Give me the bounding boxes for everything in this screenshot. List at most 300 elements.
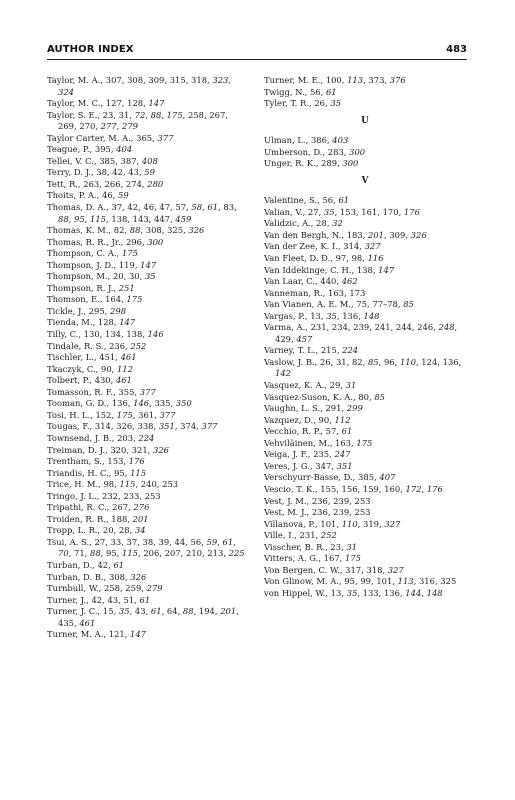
page-reference: 355	[118, 386, 135, 397]
author-name: Tindale, R. S.,	[47, 340, 107, 351]
page-reference: 95	[74, 213, 85, 224]
page-reference: 215	[320, 345, 337, 356]
author-name: Tolbert, P.,	[47, 375, 92, 386]
page-reference: 300	[342, 158, 359, 169]
page-reference: 113	[347, 75, 364, 85]
author-name: Vasquez, K. A.,	[264, 380, 327, 391]
page-reference: 201	[368, 229, 385, 240]
index-entry: Tienda, M., 128, 147	[47, 317, 136, 328]
page-reference: 128	[97, 317, 114, 328]
author-name: Ulman, L.,	[264, 135, 309, 146]
page-reference: 307	[105, 75, 122, 85]
page-reference: 35	[346, 587, 358, 598]
page-reference: 23	[330, 541, 342, 552]
page-reference: 98	[351, 253, 363, 264]
page-reference: 156	[341, 483, 358, 494]
page-reference: 377	[139, 386, 156, 397]
index-entry: Vaughn, L. S., 291, 299	[264, 403, 363, 414]
index-entry: Valentine, S., 56, 61	[264, 195, 350, 206]
page-reference: 115	[130, 467, 147, 478]
page-reference: 318	[366, 564, 383, 575]
index-entry: Tickle, J., 295, 298	[47, 305, 127, 316]
page-reference: 146	[147, 329, 164, 340]
running-header	[47, 44, 467, 58]
index-entry: Tellei, V. C., 385, 387, 408	[47, 155, 158, 166]
page-reference: 153	[339, 206, 356, 217]
page-number: 483	[446, 44, 467, 55]
page-reference: 176	[128, 456, 145, 467]
page-reference: 253	[354, 495, 371, 506]
index-entry: Tooman, G. D., 136, 146, 335, 350	[47, 398, 192, 409]
index-entry: Tkaczyk, C., 90, 112	[47, 363, 133, 374]
index-entry: Triandis, H. C., 95, 115	[47, 467, 147, 478]
page-reference: 326	[130, 571, 147, 582]
index-entry: Turban, D. B., 308, 326	[47, 571, 147, 582]
index-entry: Ulman, L., 386, 403	[264, 135, 349, 146]
index-column-left	[47, 75, 249, 641]
page-reference: 316	[418, 576, 435, 587]
page-reference: 327	[384, 518, 401, 529]
author-name: Tripathi, R. C.,	[47, 502, 110, 513]
page-reference: 309	[389, 229, 406, 240]
author-name: Turban, D. B.,	[47, 571, 107, 582]
page-reference: 47	[159, 202, 171, 213]
page-reference: 267	[209, 109, 226, 120]
page-reference: 314	[343, 241, 360, 252]
index-entry: Tindale, R. S., 236, 252	[47, 340, 147, 351]
page-reference: 251	[118, 282, 135, 293]
index-entry: Vehviläinen, M., 163, 175	[264, 437, 373, 448]
page-reference: 144	[405, 587, 422, 598]
index-entry: Vaslow, J. B., 26, 31, 82, 85, 96, 110, 124, 136, 142	[264, 356, 462, 379]
page-reference: 350	[175, 398, 192, 409]
page-reference: 231	[299, 530, 316, 541]
page-reference: 213	[207, 548, 224, 559]
index-entry: Turnbull, W., 258, 259, 279	[47, 583, 163, 594]
author-name: Tropp, L. R.,	[47, 525, 101, 536]
author-name: Thomas, D. A.,	[47, 202, 109, 213]
page-reference: 318	[191, 75, 208, 85]
page-reference: 56	[190, 536, 202, 547]
author-name: Varma, A.,	[264, 322, 308, 333]
page-reference: 319	[363, 518, 380, 529]
author-name: Vescio, T. K.,	[264, 483, 318, 494]
page-reference: 20	[112, 271, 124, 282]
page-reference: 279	[121, 121, 138, 132]
page-reference: 95	[106, 548, 117, 559]
page-reference: 224	[342, 345, 359, 356]
index-entry: Vazquez, D., 90, 112	[264, 414, 351, 425]
page-reference: 309	[148, 75, 165, 85]
page-reference: 61	[139, 594, 151, 605]
page-reference: 347	[315, 460, 332, 471]
author-name: Van Vianen, A. E. M.,	[264, 299, 354, 310]
page-reference: 321	[131, 444, 148, 455]
page-reference: 252	[320, 530, 337, 541]
page-reference: 136	[442, 356, 459, 367]
page-reference: 97	[335, 253, 347, 264]
page-reference: 85	[367, 356, 379, 367]
index-entry: Visscher, B. R., 23, 31	[264, 541, 358, 552]
author-name: Thompson, M.,	[47, 271, 111, 282]
index-entry: Thomas, D. A., 37, 42, 46, 47, 57, 58, 61, 83, 88, 95, 115, 138, 143, 447, 459	[47, 202, 237, 224]
page-reference: 386	[310, 135, 327, 146]
author-name: Taylor, M. A.,	[47, 75, 104, 85]
page-reference: 95	[114, 467, 125, 478]
index-entry: Varney, T. L., 215, 224	[264, 345, 359, 356]
author-name: Vargas, P.,	[264, 310, 308, 321]
index-entry: Troiden, R. R., 188, 201	[47, 513, 149, 524]
author-name: von Hippel, W.,	[264, 587, 328, 598]
author-name: Turner, J. C.,	[47, 606, 101, 617]
page-reference: 308	[145, 225, 162, 236]
author-name: Von Glinow, M. A.,	[264, 576, 342, 587]
page-reference: 289	[321, 158, 338, 169]
index-entry: Tilly, C., 130, 134, 138, 146	[47, 329, 164, 340]
page-reference: 38	[96, 167, 107, 178]
page-reference: 138	[111, 213, 128, 224]
page-reference: 119	[118, 259, 135, 270]
page-reference: 377	[201, 421, 218, 432]
author-name: Ville, I.,	[264, 530, 297, 541]
page-reference: 15	[102, 606, 114, 617]
page-reference: 258	[103, 583, 120, 594]
page-reference: 296	[125, 236, 142, 247]
page-reference: 269	[58, 121, 74, 132]
page-reference: 46	[102, 190, 113, 201]
page-reference: 100	[325, 75, 342, 85]
author-name: Vasquez-Suson, K. A.,	[264, 391, 356, 402]
index-entry	[47, 283, 249, 295]
page-reference: 43	[107, 594, 119, 605]
page-reference: 37	[111, 202, 123, 213]
page-reference: 61	[113, 559, 125, 570]
page-reference: 88	[58, 213, 69, 224]
author-name: Tischler, L.,	[47, 352, 97, 363]
index-entry: Tischler, L., 451, 461	[47, 352, 137, 363]
page-reference: 148	[426, 587, 443, 598]
page-reference: 175	[166, 109, 183, 120]
author-name: Twigg, N.,	[264, 86, 308, 97]
page-reference: 124	[421, 356, 438, 367]
page-reference: 300	[349, 146, 366, 157]
page-reference: 207	[164, 548, 181, 559]
page-reference: 161	[361, 206, 378, 217]
page-reference: 325	[440, 576, 457, 587]
page-reference: 57	[325, 426, 337, 437]
author-name: Vanneman, R.,	[264, 287, 326, 298]
page-reference: 33	[110, 536, 122, 547]
page-reference: 314	[94, 421, 111, 432]
index-entry: Taylor, S. E., 23, 31, 72, 88, 175, 258, 267, 269, 270, 277, 279	[47, 109, 228, 132]
page-reference: 35	[144, 271, 156, 282]
page-reference: 461	[79, 617, 96, 628]
page-reference: 403	[332, 135, 349, 146]
index-entry: Treiman, D. J., 320, 321, 326	[47, 444, 169, 455]
index-entry: von Hippel, W., 13, 35, 133, 136, 144, 148	[264, 587, 443, 598]
page-reference: 188	[111, 513, 128, 524]
page-reference: 71	[74, 548, 85, 559]
author-name: Valentine, S.,	[264, 195, 320, 206]
page-reference: 232	[101, 490, 118, 501]
author-name: Troiden, R. R.,	[47, 513, 109, 524]
page-reference: 461	[115, 375, 132, 386]
page-reference: 253	[162, 479, 179, 490]
page-reference: 236	[311, 495, 328, 506]
page-reference: 32	[332, 218, 343, 229]
page-reference: 387	[120, 155, 137, 166]
page-reference: 258	[188, 109, 204, 120]
page-reference: 163	[327, 287, 344, 298]
index-entry: Van der Zee, K. I., 314, 327	[264, 241, 381, 252]
page-reference: 277	[100, 121, 117, 132]
page-reference: 26	[314, 98, 326, 109]
page-reference: 88	[129, 225, 141, 236]
page-reference: 377	[157, 132, 174, 143]
page-reference: 146	[133, 398, 150, 409]
page-reference: 110	[399, 356, 416, 367]
page-reference: 42	[97, 559, 109, 570]
author-name: Treiman, D. J.,	[47, 444, 108, 455]
author-name: Trice, H. M.,	[47, 479, 101, 490]
page-reference: 90	[101, 363, 112, 374]
page-reference: 147	[378, 264, 395, 275]
author-name: Teague, P.,	[47, 144, 93, 155]
page-reference: 57	[175, 202, 187, 213]
page-reference: 44	[174, 536, 186, 547]
author-name: Vehviläinen, M.,	[264, 437, 333, 448]
page-reference: 46	[143, 202, 155, 213]
index-entry: Terry, D. J., 38, 42, 43, 59	[47, 167, 155, 178]
page-reference: 147	[130, 629, 147, 640]
index-entry: Van den Bergh, N., 183, 201, 309, 326	[264, 229, 427, 240]
index-entry: Teague, P., 395, 404	[47, 144, 133, 155]
page-reference: 56	[309, 86, 321, 97]
index-entry: Turner, J., 42, 43, 51, 61	[47, 594, 151, 605]
page-reference: 127	[105, 98, 122, 109]
author-name: Van der Zee, K. I.,	[264, 241, 341, 252]
index-entry: Vanneman, R., 163, 173	[264, 287, 366, 298]
page-reference: 82	[113, 225, 125, 236]
page-reference: 56	[322, 195, 334, 206]
page-reference: 85	[403, 299, 414, 310]
page-reference: 327	[364, 241, 381, 252]
author-name: Turner, M. A.,	[47, 629, 107, 640]
index-entry: Thompson, M., 20, 30, 35	[47, 271, 156, 282]
author-name: Veres, J. G.,	[264, 460, 313, 471]
page-reference: 327	[387, 564, 404, 575]
author-name: Thompson, R. J.,	[47, 282, 117, 293]
index-entry: Taylor, M. A., 307, 308, 309, 315, 318, 323, 324	[47, 75, 232, 97]
page-reference: 299	[346, 403, 363, 414]
author-name: Van Fleet, D. D.,	[264, 253, 333, 264]
page-reference: 59	[144, 167, 155, 178]
page-reference: 58	[191, 202, 203, 213]
page-reference: 112	[334, 414, 351, 425]
index-entry: Turner, M. A., 121, 147	[47, 629, 147, 640]
page-reference: 42	[91, 594, 103, 605]
index-entry: Tosi, H. L., 152, 175, 361, 377	[47, 409, 176, 420]
index-entry: Von Glinow, M. A., 95, 99, 101, 113, 316, 325	[264, 576, 457, 587]
author-name: Varney, T. L.,	[264, 345, 319, 356]
page-reference: 175	[126, 294, 143, 305]
page-reference: 155	[320, 483, 337, 494]
page-reference: 167	[323, 553, 340, 564]
page-reference: 183	[346, 229, 363, 240]
page-reference: 430	[94, 375, 111, 386]
page-reference: 82	[351, 356, 363, 367]
index-entry: Vecchio, R. P., 57, 61	[264, 426, 353, 437]
page-reference: 172	[405, 483, 422, 494]
page-reference: 113	[397, 576, 414, 587]
page-reference: 13	[310, 310, 321, 321]
index-entry	[47, 248, 249, 260]
author-name: Villanova, P.,	[264, 518, 318, 529]
page-reference: 440	[320, 276, 337, 287]
page-reference: 160	[384, 483, 401, 494]
index-entry: Vescio, T. K., 155, 156, 159, 160, 172, 176	[264, 483, 443, 494]
page-reference: 77–78	[372, 299, 398, 310]
page-reference: 43	[134, 606, 146, 617]
page-reference: 72	[134, 109, 146, 120]
page-reference: 110	[341, 518, 358, 529]
author-name: Tomasson, R. F.,	[47, 386, 116, 397]
page-reference: 210	[185, 548, 202, 559]
page-reference: 163	[335, 437, 352, 448]
page-reference: 164	[105, 294, 122, 305]
section-letter: V	[361, 175, 369, 186]
page-reference: 75	[356, 299, 368, 310]
page-reference: 194	[198, 606, 215, 617]
author-name: Von Bergen, C. W.,	[264, 564, 343, 575]
page-reference: 447	[153, 213, 170, 224]
page-reference: 35	[118, 606, 130, 617]
page-reference: 320	[110, 444, 127, 455]
author-name: Thomas, R. R., Jr.,	[47, 236, 124, 247]
index-entry: Tomasson, R. F., 355, 377	[47, 386, 156, 397]
page-reference: 374	[180, 421, 197, 432]
author-name: Tienda, M.,	[47, 317, 96, 328]
page-reference: 235	[313, 449, 330, 460]
page-reference: 323	[212, 75, 229, 85]
index-entry: Thompson, J. D., 119, 147	[47, 259, 157, 270]
page-reference: 326	[116, 421, 133, 432]
index-entry: Thomas, K. M., 82, 88, 308, 325, 326	[47, 225, 205, 236]
page-reference: 59	[118, 190, 129, 201]
page-reference: 252	[130, 340, 147, 351]
page-reference: 240	[140, 479, 157, 490]
index-entry: Veiga, J. F., 235, 247	[264, 449, 351, 460]
author-name: Turner, J.,	[47, 594, 89, 605]
index-entry: Tett, R., 263, 266, 274, 280	[47, 178, 164, 189]
page-reference: 263	[83, 178, 100, 189]
author-name: Tickle, J.,	[47, 305, 87, 316]
page-reference: 37	[126, 536, 138, 547]
index-entry: Vasquez-Suson, K. A., 80, 85	[264, 391, 386, 402]
author-name: Vest, J. M.,	[264, 495, 310, 506]
page-reference: 42	[127, 202, 139, 213]
index-entry: Turner, M. E., 100, 113, 373, 376	[264, 75, 406, 85]
page-reference: 43	[128, 167, 139, 178]
page-reference: 20	[102, 525, 114, 536]
page-reference: 203	[117, 432, 134, 443]
page-reference: 61	[222, 536, 234, 547]
index-entry: Twigg, N., 56, 61	[264, 86, 337, 97]
page-reference: 61	[325, 86, 337, 97]
page-reference: 373	[368, 75, 385, 85]
author-name: Turban, D.,	[47, 559, 95, 570]
page-reference: 38	[142, 536, 154, 547]
author-name: Thomas, K. M.,	[47, 225, 112, 236]
index-entry: Unger, R. K., 289, 300	[264, 158, 359, 169]
page-reference: 231	[310, 322, 327, 333]
author-name: Thompson, C. A.,	[47, 248, 120, 259]
page-reference: 253	[144, 490, 161, 501]
author-name: Unger, R. K.,	[264, 158, 319, 169]
page-reference: 31	[345, 380, 357, 391]
page-reference: 88	[90, 548, 101, 559]
page-reference: 326	[188, 225, 205, 236]
page-reference: 175	[116, 409, 133, 420]
index-entry: Tropp, L. R., 20, 28, 34	[47, 525, 146, 536]
page-reference: 31	[118, 109, 130, 120]
index-entry: Veres, J. G., 347, 351	[264, 460, 353, 471]
page-reference: 308	[108, 571, 125, 582]
page-reference: 459	[175, 213, 192, 224]
section-letter: U	[361, 115, 369, 126]
page-reference: 457	[296, 333, 313, 344]
page-reference: 175	[121, 248, 138, 259]
page-reference: 176	[403, 206, 420, 217]
page-reference: 280	[147, 178, 164, 189]
page-reference: 83	[223, 202, 235, 213]
author-name: Validzic, A.,	[264, 218, 314, 229]
page-reference: 30	[128, 271, 140, 282]
page-reference: 317	[345, 564, 362, 575]
index-entry: Tougas, F., 314, 326, 338, 351, 374, 377	[47, 421, 218, 432]
page-reference: 241	[374, 322, 391, 333]
index-entry: Valian, V., 27, 35, 153, 161, 170, 176	[264, 206, 420, 217]
page-reference: 101	[320, 518, 337, 529]
index-entry: Taylor, M. C., 127, 128, 147	[47, 98, 165, 109]
page-reference: 300	[147, 236, 164, 247]
author-name: Townsend, J. B.,	[47, 432, 115, 443]
page-reference: 115	[119, 479, 136, 490]
page-reference: 59	[206, 536, 218, 547]
page-reference: 28	[118, 525, 130, 536]
index-entry: Townsend, J. B., 203, 224	[47, 432, 155, 443]
author-name: Verschyurr-Basse, D.,	[264, 472, 356, 483]
index-entry: Thomson, E., 164, 175	[47, 294, 143, 305]
index-entry: Validzic, A., 28, 32	[264, 218, 343, 229]
page-reference: 101	[376, 576, 393, 587]
page-reference: 115	[90, 213, 106, 224]
page-reference: 279	[146, 583, 163, 594]
page-reference: 239	[333, 507, 350, 518]
index-entry: Van Laar, C., 440, 462	[264, 276, 358, 287]
page-reference: 173	[349, 287, 366, 298]
author-name: Taylor, M. C.,	[47, 98, 104, 109]
author-name: Thompson, J. D.,	[47, 259, 117, 270]
page-reference: 377	[159, 409, 176, 420]
index-entry: Tripathi, R. C., 267, 276	[47, 502, 150, 513]
section-title: AUTHOR INDEX	[47, 44, 134, 55]
page-reference: 234	[331, 322, 348, 333]
page-reference: 451	[99, 352, 116, 363]
page-reference: 308	[127, 75, 144, 85]
page-reference: 98	[103, 479, 115, 490]
page-reference: 298	[110, 305, 127, 316]
